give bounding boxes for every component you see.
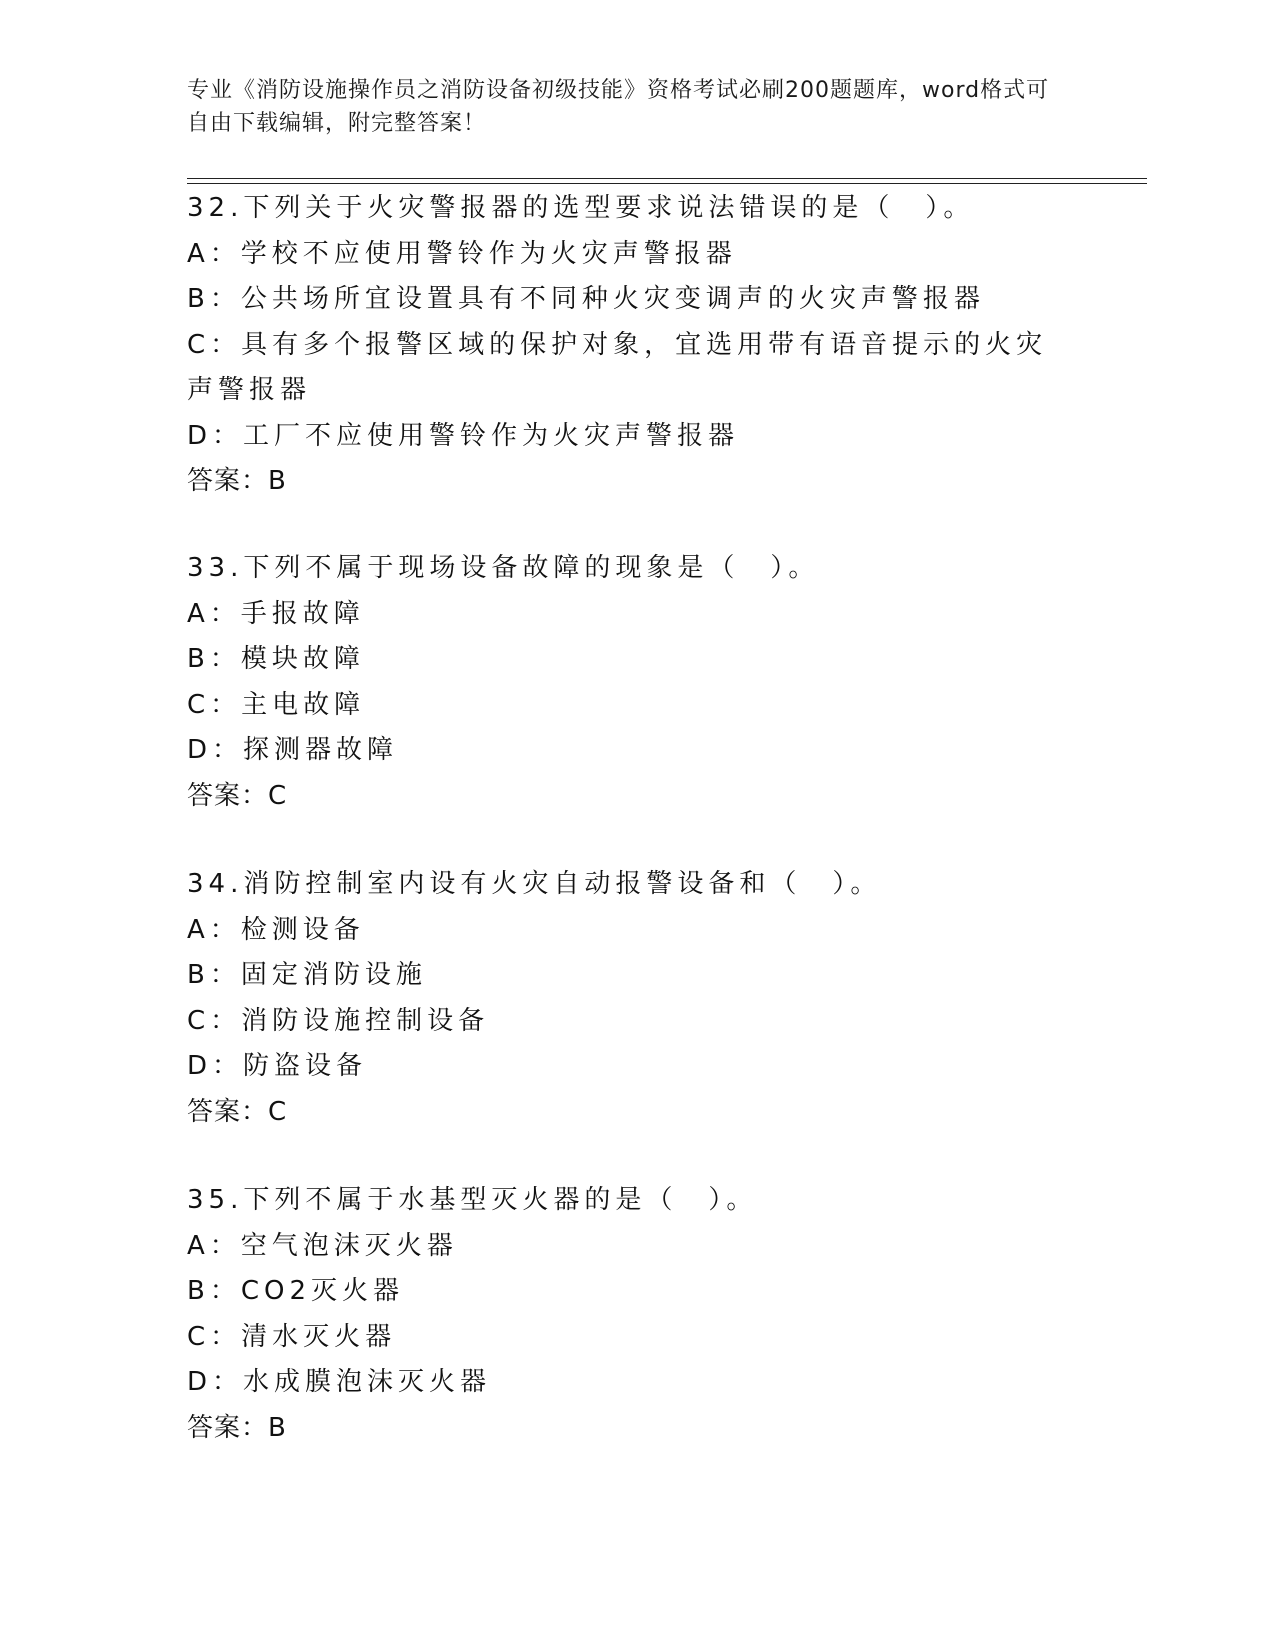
option-b: B：CO2灭火器 [187,1276,404,1306]
option-d: D：工厂不应使用警铃作为火灾声警报器 [187,420,740,451]
answer-label: 答案：B [187,466,287,496]
option-b: B：公共场所宜设置具有不同种火灾变调声的火灾声警报器 [187,284,985,314]
question-stem: 33.下列不属于现场设备故障的现象是（ ）。 [187,553,820,583]
option-a: A：学校不应使用警铃作为火灾声警报器 [187,238,737,269]
question-stem: 34.消防控制室内设有火灾自动报警设备和（ ）。 [187,869,882,899]
option-a: A：检测设备 [187,914,365,945]
question-stem: 32.下列关于火灾警报器的选型要求说法错误的是（ ）。 [187,193,975,223]
question-33 [187,546,1087,819]
question-stem: 35.下列不属于水基型灭火器的是（ ）。 [187,1185,758,1215]
document-header: 专业《消防设施操作员之消防设备初级技能》资格考试必刷200题题库，word格式可自由下载编辑，附完整答案！ [187,78,1050,136]
question-34 [187,862,1087,1135]
option-b: B：模块故障 [187,644,365,674]
option-d: D：防盗设备 [187,1051,368,1081]
answer-label: 答案：B [187,1412,287,1443]
option-a: A：手报故障 [187,598,365,629]
option-c: C：具有多个报警区域的保护对象，宜选用带有语音提示的火灾声警报器 [187,329,1048,405]
header-divider-bottom [187,183,1147,184]
option-a: A：空气泡沫灭火器 [187,1230,458,1261]
answer-label: 答案：C [187,1096,288,1127]
option-d: D：探测器故障 [187,735,399,765]
option-c: C：主电故障 [187,689,366,720]
option-d: D：水成膜泡沫灭火器 [187,1367,492,1397]
option-c: C：消防设施控制设备 [187,1005,490,1036]
header-divider-top [187,178,1147,179]
option-c: C：清水灭火器 [187,1321,397,1352]
question-32 [187,186,1087,505]
question-35 [187,1178,1087,1451]
option-b: B：固定消防设施 [187,960,427,990]
answer-label: 答案：C [187,780,288,811]
